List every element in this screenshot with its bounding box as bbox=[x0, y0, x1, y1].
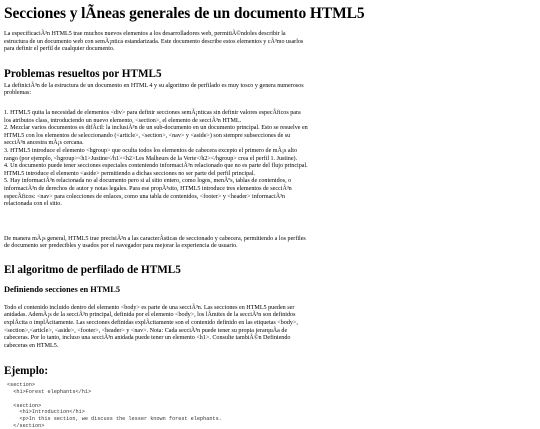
problems-heading: Problemas resueltos por HTML5 bbox=[4, 67, 162, 80]
algorithm-heading: El algoritmo de perfilado de HTML5 bbox=[4, 263, 181, 276]
document-page bbox=[4, 0, 536, 429]
algorithm-paragraph: Todo el contenido incluido dentro del elemento <body> es parte de una secciÃ³n. Las secciones en HTML5 pueden ser anidadas. AdemÃ¡s de la secciÃ³n principal, definida por el elemento <body>, los lÃmites de la secciÃ³n son definidos explÃcita o implÃcitamente. Las secciones definidas explÃcitamente son el contenido definido en las etiquetas <body>, <section>,<article>, <aside>, <footer>, <header> y <nav>. Nota: Cada secciÃ³n puede tener su propia jerarquÃa de cabeceras. Por lo tanto, incluso una secciÃ³n anidada puede tener un elemento <h1>. Consulte tambiÃ©n Definiendo cabeceras en HTML5. bbox=[4, 304, 298, 349]
problems-paragraph: La definiciÃ³n de la estructura de un documento en HTML 4 y su algoritmo de perfilado es muy tosco y genera numerosos problemas: bbox=[4, 82, 304, 97]
problems-closing-paragraph: De manera mÃ¡s general, HTML5 trae precisiÃ³n a las caracterÃsticas de seccionado y cabecera, permitiendo a los perfiles de documento ser predecibles y usados por el navegador para mejorar la experiencia de usuario. bbox=[4, 235, 306, 250]
intro-paragraph: La especificaciÃ³n HTML5 trae muchos nuevos elementos a los desarrolladores web, permitiÃ©ndoles describir la estructura de un documento web con semÃ¡ntica estandarizada. Este documento describe estos elementos y cÃ³mo usarlos para definir el perfil de cualquier documento. bbox=[4, 31, 304, 53]
problems-list: 1. HTML5 quita la necesidad de elementos <div> para definir secciones semÃ¡nticas sin definir valores especÃficos para los atributos class, introduciendo un nuevo elemento, <section>, el elemento de secciÃ³n HTML. 2. Mezclar varios documentos es difÃcil: la inclusiÃ³n de un sub-documento en un documento principal. Esto se resuelve en HTML5 con los elementos de seleccionando (<article>, <section>, <nav> y <aside>) son siempre subsecciones de su secciÃ³n ancestra mÃ¡s cercana. 3. HTML5 introduce el elemento <hgroup> que oculta todos los elementos de cabecera excepto el primero de mÃ¡s alto rango (por ejemplo, <hgroup><h1>Justine</h1><h2>Les Malheurs de la Verte</h2></hgroup> crea el perfil 1. Justine). 4. Un documento puede tener secciones especiales conteniendo informaciÃ³n relacionado que no es parte del flujo principal. HTML5 introduce el elemento <aside> permitiendo a dichas secciones no ser parte del perfil principal. 5. Hay informaciÃ³n relacionada no al documento pero si al sitio entero, como logos, menÃºs, tablas de contenidos, o informaciÃ³n de derechos de autor y notas legales. Para ese propÃ³sito, HTML5 introduce tres elementos de secciÃ³n especÃficos: <nav> para colecciones de enlaces, como una tabla de contenidos, <footer> y <header> informaciÃ³n relacionada con el sitio. bbox=[4, 109, 308, 208]
code-example: <section> <h1>Forest elephants</h1> <section> <h1>Introduction</h1> <p>In this section, we discuss the lesser known forest elephants. </section> bbox=[7, 382, 222, 429]
page-title: Secciones y lÃneas generales de un documento HTML5 bbox=[4, 5, 365, 22]
example-heading: Ejemplo: bbox=[4, 365, 49, 378]
sections-subheading: Definiendo secciones en HTML5 bbox=[4, 284, 121, 294]
